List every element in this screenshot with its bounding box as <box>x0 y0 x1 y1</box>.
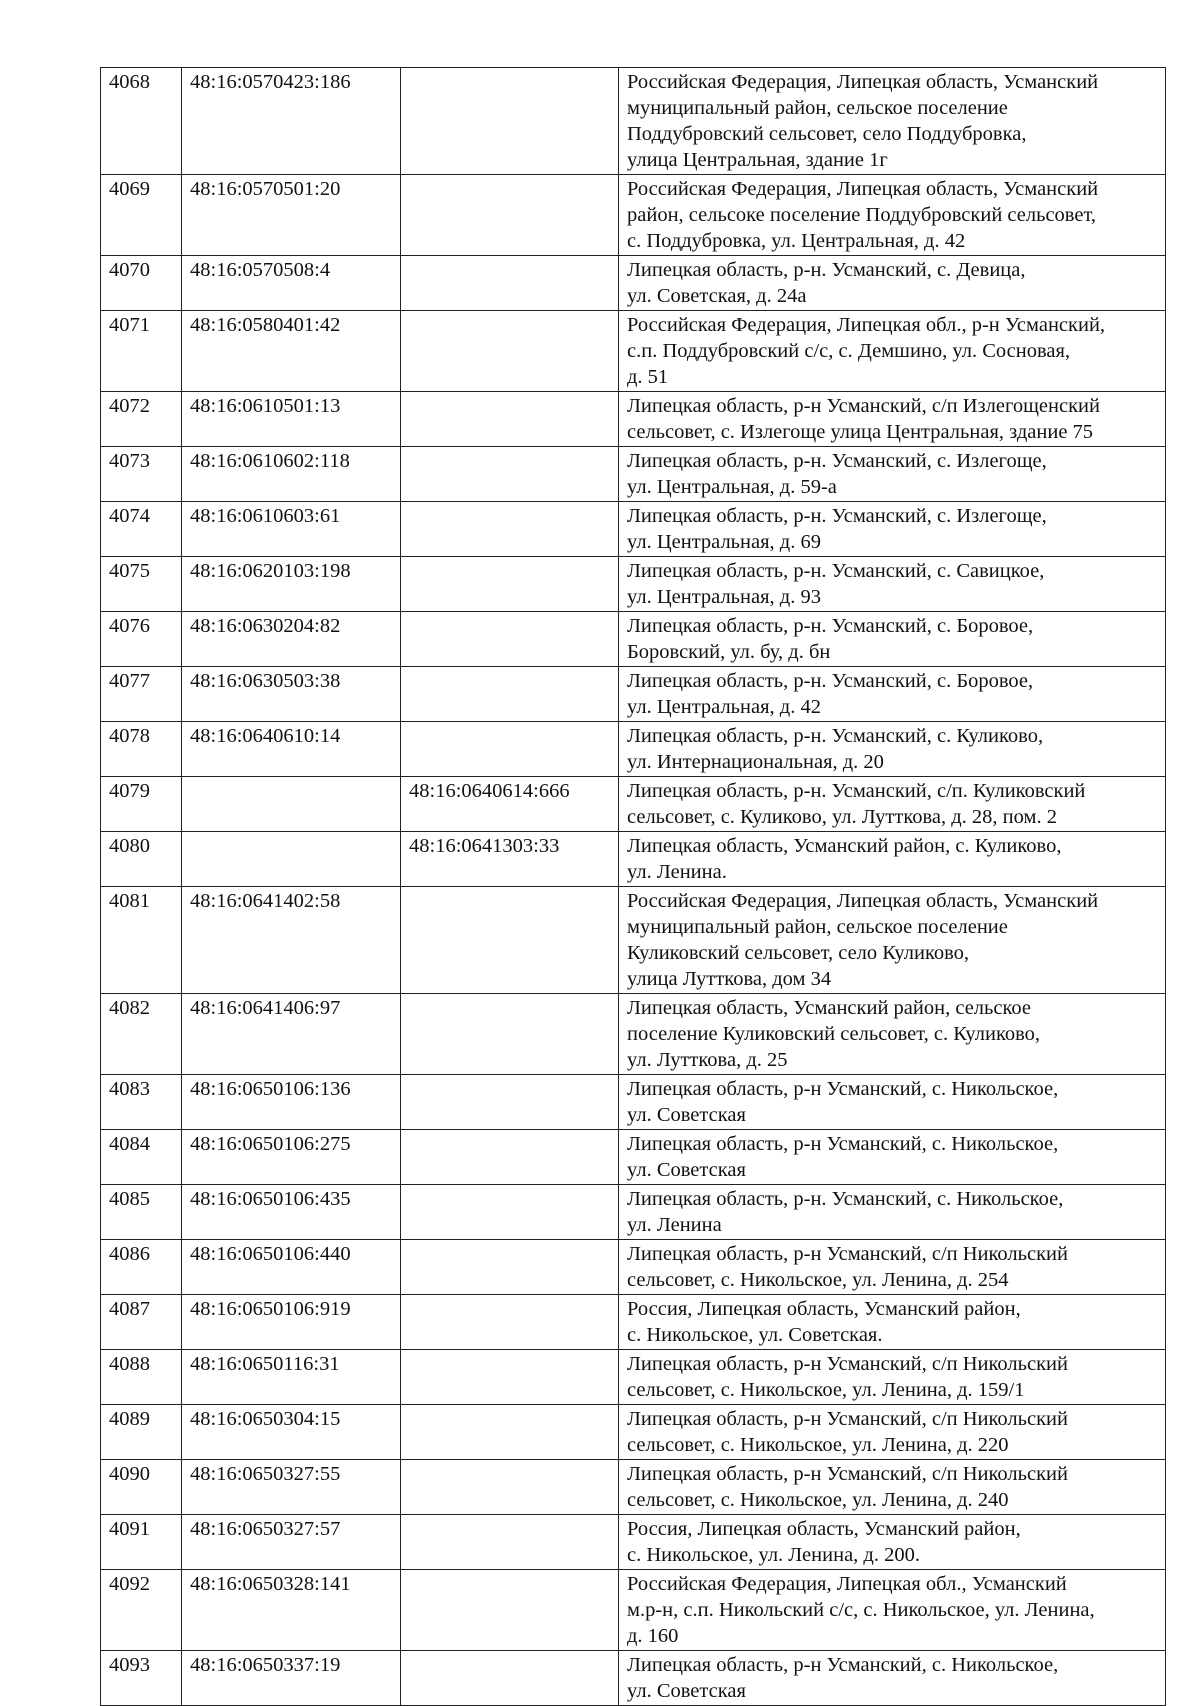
row-number: 4084 <box>101 1130 182 1185</box>
table-row <box>101 1570 1166 1651</box>
row-number: 4087 <box>101 1295 182 1350</box>
related-cadastral-number <box>401 722 619 777</box>
address: Липецкая область, р-н. Усманский, с. Боровое, ул. Центральная, д. 42 <box>619 667 1166 722</box>
cadastral-number: 48:16:0650106:919 <box>182 1295 401 1350</box>
row-number: 4068 <box>101 68 182 175</box>
related-cadastral-number <box>401 667 619 722</box>
cadastral-number: 48:16:0650106:136 <box>182 1075 401 1130</box>
row-number: 4091 <box>101 1515 182 1570</box>
address: Липецкая область, р-н Усманский, с/п Никольский сельсовет, с. Никольское, ул. Ленина, д. 159/1 <box>619 1350 1166 1405</box>
table-row <box>101 1515 1166 1570</box>
table-row <box>101 887 1166 994</box>
table-row <box>101 1295 1166 1350</box>
related-cadastral-number <box>401 1295 619 1350</box>
related-cadastral-number <box>401 392 619 447</box>
related-cadastral-number: 48:16:0640614:666 <box>401 777 619 832</box>
address: Россия, Липецкая область, Усманский район, с. Никольское, ул. Советская. <box>619 1295 1166 1350</box>
registry-table <box>100 67 1166 1706</box>
cadastral-number: 48:16:0570508:4 <box>182 256 401 311</box>
row-number: 4070 <box>101 256 182 311</box>
table-row <box>101 1460 1166 1515</box>
related-cadastral-number <box>401 175 619 256</box>
row-number: 4093 <box>101 1651 182 1706</box>
row-number: 4088 <box>101 1350 182 1405</box>
table-row <box>101 392 1166 447</box>
table-row <box>101 1350 1166 1405</box>
row-number: 4078 <box>101 722 182 777</box>
table-row <box>101 1240 1166 1295</box>
address: Липецкая область, р-н. Усманский, с. Излегоще, ул. Центральная, д. 69 <box>619 502 1166 557</box>
cadastral-number: 48:16:0650328:141 <box>182 1570 401 1651</box>
address: Российская Федерация, Липецкая обл., р-н Усманский, с.п. Поддубровский с/с, с. Демшино, ул. Сосновая, д. 51 <box>619 311 1166 392</box>
table-row <box>101 1651 1166 1706</box>
row-number: 4075 <box>101 557 182 612</box>
cadastral-number: 48:16:0640610:14 <box>182 722 401 777</box>
row-number: 4071 <box>101 311 182 392</box>
related-cadastral-number <box>401 1570 619 1651</box>
address: Российская Федерация, Липецкая область, Усманский район, сельсоке поселение Поддубровский сельсовет, с. Поддубровка, ул. Центральная, д. 42 <box>619 175 1166 256</box>
row-number: 4077 <box>101 667 182 722</box>
address: Липецкая область, р-н. Усманский, с. Боровое, Боровский, ул. бу, д. бн <box>619 612 1166 667</box>
address: Липецкая область, р-н Усманский, с. Никольское, ул. Советская <box>619 1130 1166 1185</box>
row-number: 4074 <box>101 502 182 557</box>
related-cadastral-number <box>401 1405 619 1460</box>
table-row <box>101 612 1166 667</box>
address: Липецкая область, р-н Усманский, с/п Излегощенский сельсовет, с. Излегоще улица Центральная, здание 75 <box>619 392 1166 447</box>
table-row <box>101 311 1166 392</box>
cadastral-number: 48:16:0610501:13 <box>182 392 401 447</box>
address: Российская Федерация, Липецкая обл., Усманский м.р-н, с.п. Никольский с/с, с. Никольское, ул. Ленина, д. 160 <box>619 1570 1166 1651</box>
table-row <box>101 447 1166 502</box>
table-row <box>101 777 1166 832</box>
address: Липецкая область, р-н Усманский, с/п Никольский сельсовет, с. Никольское, ул. Ленина, д. 254 <box>619 1240 1166 1295</box>
related-cadastral-number <box>401 994 619 1075</box>
table-body <box>101 68 1166 1706</box>
cadastral-number: 48:16:0610602:118 <box>182 447 401 502</box>
related-cadastral-number <box>401 612 619 667</box>
row-number: 4080 <box>101 832 182 887</box>
cadastral-number: 48:16:0650106:435 <box>182 1185 401 1240</box>
row-number: 4092 <box>101 1570 182 1651</box>
cadastral-number: 48:16:0630503:38 <box>182 667 401 722</box>
related-cadastral-number <box>401 502 619 557</box>
cadastral-number: 48:16:0650327:57 <box>182 1515 401 1570</box>
address: Липецкая область, р-н. Усманский, с. Куликово, ул. Интернациональная, д. 20 <box>619 722 1166 777</box>
address: Липецкая область, р-н. Усманский, с. Никольское, ул. Ленина <box>619 1185 1166 1240</box>
cadastral-number: 48:16:0641406:97 <box>182 994 401 1075</box>
table-row <box>101 1130 1166 1185</box>
related-cadastral-number <box>401 1460 619 1515</box>
table-row <box>101 994 1166 1075</box>
address: Липецкая область, р-н. Усманский, с. Излегоще, ул. Центральная, д. 59-а <box>619 447 1166 502</box>
cadastral-number: 48:16:0620103:198 <box>182 557 401 612</box>
related-cadastral-number <box>401 1185 619 1240</box>
cadastral-number <box>182 777 401 832</box>
table-row <box>101 175 1166 256</box>
table-row <box>101 68 1166 175</box>
related-cadastral-number <box>401 447 619 502</box>
cadastral-number: 48:16:0641402:58 <box>182 887 401 994</box>
table-row <box>101 832 1166 887</box>
cadastral-number: 48:16:0610603:61 <box>182 502 401 557</box>
row-number: 4073 <box>101 447 182 502</box>
table-row <box>101 502 1166 557</box>
cadastral-number: 48:16:0650116:31 <box>182 1350 401 1405</box>
related-cadastral-number <box>401 1075 619 1130</box>
row-number: 4081 <box>101 887 182 994</box>
related-cadastral-number <box>401 1350 619 1405</box>
related-cadastral-number <box>401 1651 619 1706</box>
cadastral-number: 48:16:0650327:55 <box>182 1460 401 1515</box>
address: Липецкая область, р-н. Усманский, с/п. Куликовский сельсовет, с. Куликово, ул. Лутткова, д. 28, пом. 2 <box>619 777 1166 832</box>
cadastral-number: 48:16:0650337:19 <box>182 1651 401 1706</box>
address: Липецкая область, р-н Усманский, с/п Никольский сельсовет, с. Никольское, ул. Ленина, д. 220 <box>619 1405 1166 1460</box>
table-row <box>101 1185 1166 1240</box>
related-cadastral-number <box>401 68 619 175</box>
row-number: 4086 <box>101 1240 182 1295</box>
cadastral-number: 48:16:0570501:20 <box>182 175 401 256</box>
row-number: 4079 <box>101 777 182 832</box>
row-number: 4069 <box>101 175 182 256</box>
cadastral-number: 48:16:0650106:275 <box>182 1130 401 1185</box>
related-cadastral-number <box>401 1240 619 1295</box>
address: Липецкая область, Усманский район, с. Куликово, ул. Ленина. <box>619 832 1166 887</box>
row-number: 4089 <box>101 1405 182 1460</box>
row-number: 4082 <box>101 994 182 1075</box>
table-row <box>101 256 1166 311</box>
row-number: 4076 <box>101 612 182 667</box>
related-cadastral-number <box>401 1130 619 1185</box>
address: Липецкая область, р-н. Усманский, с. Девица, ул. Советская, д. 24а <box>619 256 1166 311</box>
table-row <box>101 1405 1166 1460</box>
address: Липецкая область, Усманский район, сельское поселение Куликовский сельсовет, с. Куликово, ул. Лутткова, д. 25 <box>619 994 1166 1075</box>
row-number: 4085 <box>101 1185 182 1240</box>
related-cadastral-number <box>401 1515 619 1570</box>
address: Липецкая область, р-н Усманский, с/п Никольский сельсовет, с. Никольское, ул. Ленина, д. 240 <box>619 1460 1166 1515</box>
cadastral-number: 48:16:0570423:186 <box>182 68 401 175</box>
cadastral-number <box>182 832 401 887</box>
address: Липецкая область, р-н. Усманский, с. Савицкое, ул. Центральная, д. 93 <box>619 557 1166 612</box>
related-cadastral-number <box>401 887 619 994</box>
related-cadastral-number: 48:16:0641303:33 <box>401 832 619 887</box>
cadastral-number: 48:16:0650106:440 <box>182 1240 401 1295</box>
cadastral-number: 48:16:0630204:82 <box>182 612 401 667</box>
row-number: 4072 <box>101 392 182 447</box>
cadastral-number: 48:16:0580401:42 <box>182 311 401 392</box>
row-number: 4090 <box>101 1460 182 1515</box>
address: Липецкая область, р-н Усманский, с. Никольское, ул. Советская <box>619 1075 1166 1130</box>
address: Российская Федерация, Липецкая область, Усманский муниципальный район, сельское поселение Поддубровский сельсовет, село Поддубровка, улица Центральная, здание 1г <box>619 68 1166 175</box>
table-row <box>101 1075 1166 1130</box>
related-cadastral-number <box>401 557 619 612</box>
table-row <box>101 722 1166 777</box>
address: Россия, Липецкая область, Усманский район, с. Никольское, ул. Ленина, д. 200. <box>619 1515 1166 1570</box>
address: Российская Федерация, Липецкая область, Усманский муниципальный район, сельское поселение Куликовский сельсовет, село Куликово, улица Лутткова, дом 34 <box>619 887 1166 994</box>
related-cadastral-number <box>401 256 619 311</box>
related-cadastral-number <box>401 311 619 392</box>
row-number: 4083 <box>101 1075 182 1130</box>
address: Липецкая область, р-н Усманский, с. Никольское, ул. Советская <box>619 1651 1166 1706</box>
cadastral-number: 48:16:0650304:15 <box>182 1405 401 1460</box>
table-row <box>101 557 1166 612</box>
table-row <box>101 667 1166 722</box>
